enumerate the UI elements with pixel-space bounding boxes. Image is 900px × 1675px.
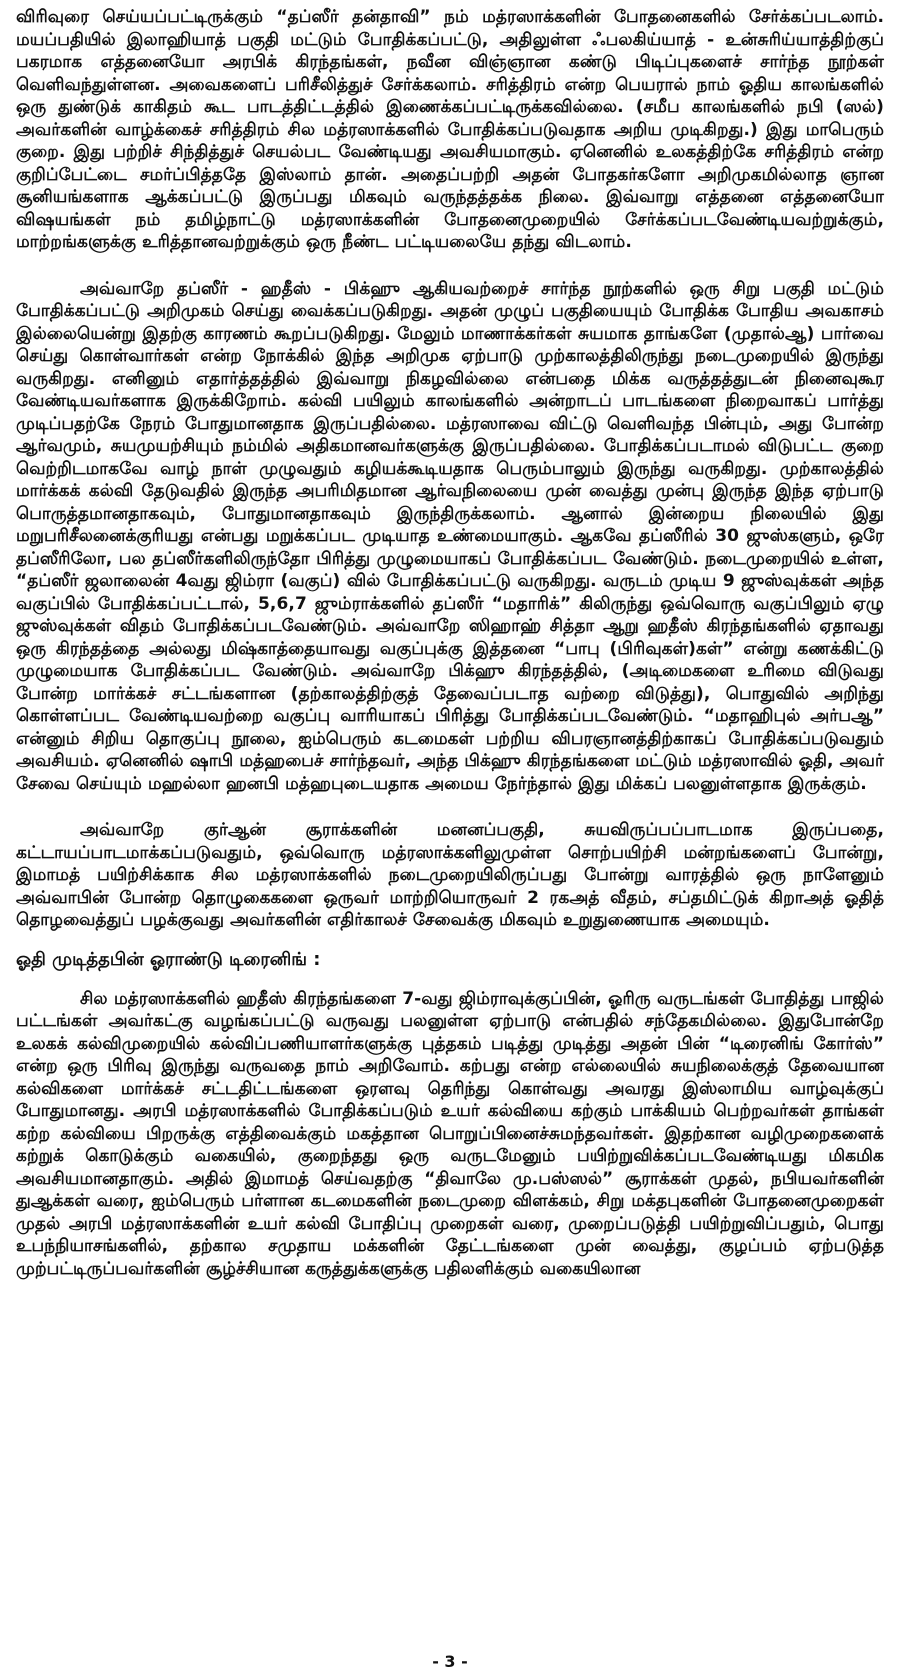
paragraph-4: சில மத்ரஸாக்களில் ஹதீஸ் கிரந்தங்களை 7-வது ஜிம்ராவுக்குப்பின், ஓரிரு வருடங்கள் போதித்து பாஜில் பட்டங்கள் அவர்கட்கு வழங்கப்பட்டு வருவது பலனுள்ள ஏற்பாடு என்பதில் சந்தேகமில்லை. இதுபோன்றே உலகக் கல்விமுறையில் கல்விப்பணியாளர்களுக்கு புத்தகம் படித்து முடித்து அதன் பின் “டிரைனிங் கோர்ஸ்” என்ற ஒரு பிரிவு இருந்து வருவதை நாம் அறிவோம். கற்பது என்ற எல்லையில் சுயநிலைக்குத் தேவையான கல்விகளை மார்க்கச் சட்டதிட்டங்களை ஒரளவு தெரிந்து கொள்வது அவரது இஸ்லாமிய வாழ்வுக்குப் போதுமானது. அரபி மத்ரஸாக்களில் போதிக்கப்படும் உயர் கல்வியை கற்கும் பாக்கியம் பெற்றவர்கள் தாங்கள் கற்ற கல்வியை பிறருக்கு எத்திவைக்கும் மகத்தான பொறுப்பினைச்சுமந்தவர்கள். இதற்கான வழிமுறைகளைக் கற்றுக் கொடுக்கும் வகையில், குறைந்தது ஒரு வருடமேனும் பயிற்றுவிக்கப்படவேண்டியது மிகமிக அவசியமானதாகும். அதில் இமாமத் செய்வதற்கு “திவாலே மு.பஸ்ஸல்” சூராக்கள் முதல், நபியவர்களின் துஆக்கள் வரை, ஐம்பெரும் பர்ளான கடமைகளின் நடைமுறை விளக்கம், சிறு மக்தபுகளின் போதனைமுறைகள் முதல் அரபி மத்ரஸாக்களின் உயர் கல்வி போதிப்பு முறைகள் வரை, முறைப்படுத்தி பயிற்றுவிப்பதும், பொது உபந்நியாசங்களில், தற்கால சமுதாய மக்களின் தேட்டங்களை முன் வைத்து, குழப்பம் ஏற்படுத்த முற்பட்டிருப்பவர்களின் சூழ்ச்சியான கருத்துக்களுக்கு பதிலளிக்கும் வகையிலான <box>16 988 884 1279</box>
page-number: - 3 - <box>432 1652 468 1671</box>
section-heading: ஓதி முடித்தபின் ஓராண்டு டிரைனிங் : <box>16 948 321 970</box>
paragraph-2: அவ்வாறே தப்ஸீர் - ஹதீஸ் - பிக்ஹு ஆகியவற்றைச் சார்ந்த நூற்களில் ஒரு சிறு பகுதி மட்டும் போதிக்கப்பட்டு அறிமுகம் செய்து வைக்கப்படுகிறது. அதன் முழுப் பகுதியையும் போதிக்க போதிய அவகாசம் இல்லையென்று இதற்கு காரணம் கூறப்படுகிறது. மேலும் மாணாக்கர்கள் சுயமாக தாங்களே (முதால்ஆ) பார்வை செய்து கொள்வார்கள் என்ற நோக்கில் இந்த அறிமுக ஏற்பாடு முற்காலத்திலிருந்து நடைமுறையில் இருந்து வருகிறது. எனினும் எதார்த்தத்தில் இவ்வாறு நிகழவில்லை என்பதை மிக்க வருத்தத்துடன் நினைவுகூர வேண்டியவர்களாக இருக்கிறோம். கல்வி பயிலும் காலங்களில் அன்றாடப் பாடங்களை நிறைவாகப் பார்த்து முடிப்பதற்கே நேரம் போதுமானதாக இருப்பதில்லை. மத்ரஸாவை விட்டு வெளிவந்த பின்பும், அது போன்ற ஆர்வமும், சுயமுயற்சியும் நம்மில் அதிகமானவர்களுக்கு இருப்பதில்லை. போதிக்கப்படாமல் விடுபட்ட குறை வெற்றிடமாகவே வாழ் நாள் முழுவதும் கழியக்கூடியதாக பெரும்பாலும் இருந்து வருகிறது. முற்காலத்தில் மார்க்கக் கல்வி தேடுவதில் இருந்த அபரிமிதமான ஆர்வநிலையை முன் வைத்து முன்பு இருந்த இந்த ஏற்பாடு பொருத்தமானதாகவும், போதுமானதாகவும் இருந்திருக்கலாம். ஆனால் இன்றைய நிலையில் இது மறுபரிசீலனைக்குரியது என்பது மறுக்கப்பட முடியாத உண்மையாகும். ஆகவே தப்ஸீரில் 30 ஜுஸ்களும், ஒரே தப்ஸீரிலோ, பல தப்ஸீர்களிலிருந்தோ பிரித்து முழுமையாகப் போதிக்கப்பட வேண்டும். நடைமுறையில் உள்ள, “தப்ஸீர் ஜலாலைன் 4வது ஜிம்ரா (வகுப்) வில் போதிக்கப்பட்டு வருகிறது. வருடம் முடிய 9 ஜுஸ்வுக்கள் அந்த வகுப்பில் போதிக்கப்பட்டால், 5,6,7 ஜும்ராக்களில் தப்ஸீர் “மதாரிக்” கிலிருந்து ஒவ்வொரு வகுப்பிலும் ஏழு ஜுஸ்வுக்கள் விதம் போதிக்கப்படவேண்டும். அவ்வாறே ஸிஹாஹ் சித்தா ஆறு ஹதீஸ் கிரந்தங்களில் ஏதாவது ஒரு கிரந்தத்தை அல்லது மிஷ்காத்தையாவது வகுப்புக்கு இத்தனை “பாபு (பிரிவுகள்)கள்” என்று கணக்கிட்டு முழுமையாக போதிக்கப்பட வேண்டும். அவ்வாறே பிக்ஹு கிரந்தத்தில், (அடிமைகளை உரிமை விடுவது போன்ற மார்க்கச் சட்டங்களான (தற்காலத்திற்குத் தேவைப்படாத வற்றை விடுத்து), பொதுவில் அறிந்து கொள்ளப்பட வேண்டியவற்றை வகுப்பு வாரியாகப் பிரித்து போதிக்கப்படவேண்டும். “மதாஹிபுல் அர்பஆ” என்னும் சிறிய தொகுப்பு நூலை, ஐம்பெரும் கடமைகள் பற்றிய விபரஞானத்திற்காகப் போதிக்கப்படுவதும் அவசியம். ஏனெனில் ஷாபி மத்ஹபைச் சார்ந்தவர், அந்த பிக்ஹு கிரந்தங்களை மட்டும் மத்ரஸாவில் ஓதி, அவர் சேவை செய்யும் மஹல்லா ஹனபி மத்ஹபுடையதாக அமைய நேர்ந்தால் இது மிக்கப் பலனுள்ளதாக இருக்கும். <box>16 278 884 794</box>
page-content <box>16 6 884 1280</box>
paragraph-spacer <box>16 795 884 819</box>
paragraph-spacer <box>16 254 884 278</box>
heading-spacer <box>16 932 884 946</box>
heading-spacer <box>16 974 884 988</box>
paragraph-3: அவ்வாறே குர்ஆன் சூராக்களின் மனனப்பகுதி, சுயவிருப்பப்பாடமாக இருப்பதை, கட்டாயப்பாடமாக்கப்படுவதும், ஒவ்வொரு மத்ரஸாக்களிலுமுள்ள சொற்பயிற்சி மன்றங்களைப் போன்று, இமாமத் பயிற்சிக்காக சில மத்ரஸாக்களில் நடைமுறையிலிருப்பது போன்று வாரத்தில் ஒரு நாளேனும் அவ்வாபின் போன்ற தொழுகைகளை ஒருவர் மாற்றியொருவர் 2 ரகஅத் வீதம், சப்தமிட்டுக் கிறாஅத் ஓதித் தொழவைத்துப் பழக்குவது அவர்களின் எதிர்காலச் சேவைக்கு மிகவும் உறுதுணையாக அமையும். <box>16 820 884 930</box>
paragraph-1: விரிவுரை செய்யப்பட்டிருக்கும் “தப்ஸீர் தன்தாவி” நம் மத்ரஸாக்களின் போதனைகளில் சேர்க்கப்படலாம். மயப்பதியில் இலாஹியாத் பகுதி மட்டும் போதிக்கப்பட்டு, அதிலுள்ள ஃபலகிய்யாத் - உன்சுரிய்யாத்திற்குப் பகரமாக எத்தனையோ அரபிக் கிரந்தங்கள், நவீன விஞ்ஞான கண்டு பிடிப்புகளைச் சார்ந்த நூற்கள் வெளிவந்துள்ளன. அவைகளைப் பரிசீலித்துச் சேர்க்கலாம். சரித்திரம் என்ற பெயரால் நாம் ஓதிய காலங்களில் ஒரு துண்டுக் காகிதம் கூட பாடத்திட்டத்தில் இணைக்கப்பட்டிருக்கவில்லை. (சமீப காலங்களில் நபி (ஸல்) அவர்களின் வாழ்க்கைச் சரித்திரம் சில மத்ரஸாக்களில் போதிக்கப்படுவதாக அறிய முடிகிறது.) இது மாபெரும் குறை. இது பற்றிச் சிந்தித்துச் செயல்பட வேண்டியது அவசியமாகும். ஏனெனில் உலகத்திற்கே சரித்திரம் என்ற குறிப்பேட்டை சமர்ப்பித்ததே இஸ்லாம் தான். அதைப்பற்றி அதன் போதகர்களோ அறிமுகமில்லாத ஞான சூனியங்களாக ஆக்கப்பட்டு இருப்பது மிகவும் வருந்தத்தக்க நிலை. இவ்வாறு எத்தனை எத்தனையோ விஷயங்கள் நம் தமிழ்நாட்டு மத்ரஸாக்களின் போதனைமுறையில் சேர்க்கப்படவேண்டியவற்றுக்கும், மாற்றங்களுக்கு உரித்தானவற்றுக்கும் ஒரு நீண்ட பட்டியலையே தந்து விடலாம். <box>16 7 884 252</box>
